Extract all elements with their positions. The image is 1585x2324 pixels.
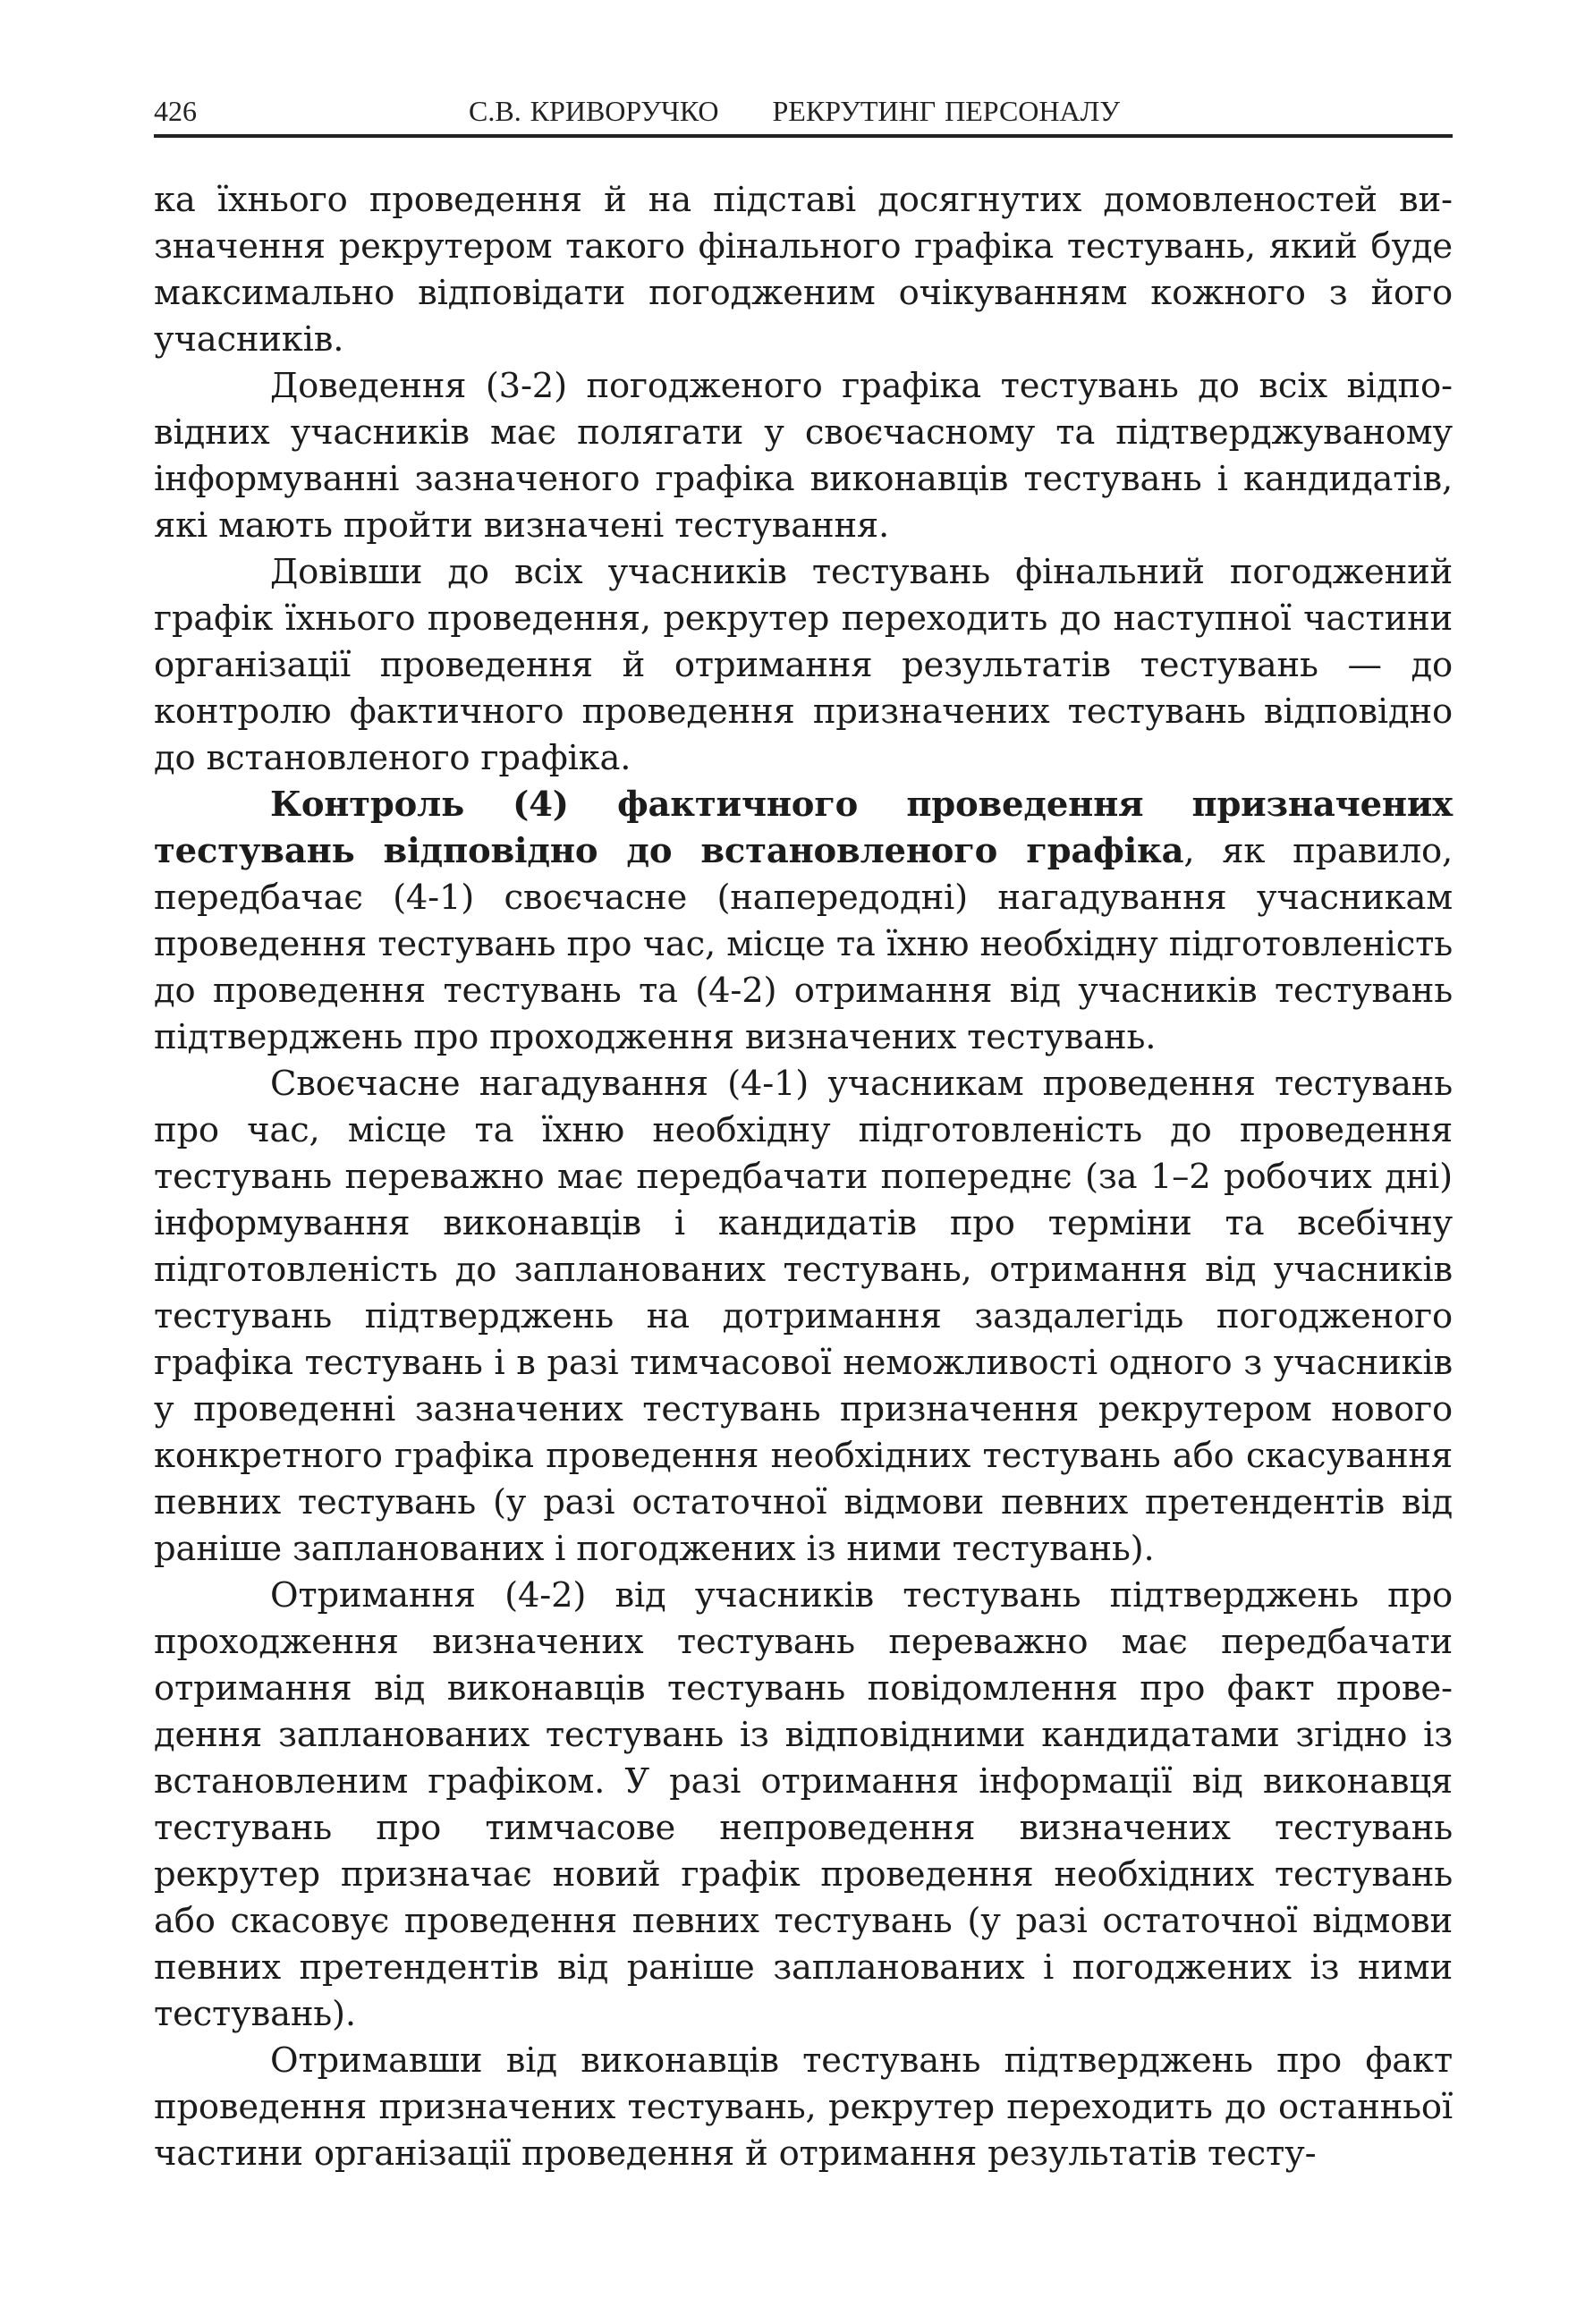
running-header	[154, 93, 1453, 138]
paragraph-3: Довівши до всіх учасників тестувань фінальний погоджений графік їхнього проведення, рекрутер переходить до наступної частини організації проведення й отримання результатів тестувань — до контролю фактичного проведення призначених тестувань відповідно до встановленого графіка.	[154, 552, 1453, 778]
page-number: 426	[154, 95, 197, 127]
paragraph-4	[154, 782, 1453, 1061]
body-text	[154, 177, 1453, 2177]
running-title	[469, 95, 1120, 128]
paragraph-6: Отримання (4-2) від учасників тестувань підтверджень про проходження визначених тестувань переважно має передбачати отримання від виконавців тестувань повідомлення про факт проведення запланованих тестувань із відповідними кандидатами згідно із встановленим графіком. У разі отримання інформації від виконавця тестувань про тимчасове непроведення визначених тестувань рекрутер призначає новий графік проведення необхідних тестувань або скасовує проведення певних тестувань (у разі остаточної відмови певних претендентів від раніше запланованих і погоджених із ними тестувань).	[154, 1575, 1453, 2034]
paragraph-7: Отримавши від виконавців тестувань підтверджень про факт проведення призначених тестувань, рекрутер переходить до останньої частини організації проведення й отримання результатів тесту-	[154, 2040, 1453, 2174]
bold-lead-phrase: Контроль (4) фактичного проведення призначених тестувань відповідно до встановленого графіка	[154, 785, 1453, 871]
running-author: С.В. КРИВОРУЧКО	[469, 95, 719, 127]
paragraph-5: Своєчасне нагадування (4-1) учасникам проведення тестувань про час, місце та їхню необхідну підготовленість до проведення тестувань переважно має передбачати попереднє (за 1–2 робочих дні) інформування виконавців і кандидатів про терміни та всебічну підготовленість до запланованих тестувань, отримання від учасників тестувань підтверджень на дотримання заздалегідь погодженого графіка тестувань і в разі тимчасової неможливості одного з учасників у проведенні зазначених тестувань призначення рекрутером нового конкретного графіка проведення необхідних тестувань або скасування певних тестувань (у разі остаточної відмови певних претендентів від раніше запланованих і погоджених із ними тестувань).	[154, 1064, 1453, 1569]
running-book-title: РЕКРУТИНГ ПЕРСОНАЛУ	[772, 95, 1120, 127]
paragraph-2: Доведення (3-2) погодженого графіка тестувань до всіх відповідних учасників має полягати у своєчасному та підтверджуваному інформуванні зазначеного графіка виконавців тестувань і кандидатів, які мають пройти визначені тестування.	[154, 366, 1453, 546]
paragraph-4-rest: , як правило, передбачає (4-1) своєчасне (напередодні) нагадування учасникам проведення тестувань про час, місце та їхню необхідну підготовленість до проведення тестувань та (4-2) отримання від учасників тестувань підтверджень про проходження визначених тестувань.	[154, 831, 1454, 1057]
paragraph-1: ка їхнього проведення й на підставі досягнутих домовленостей визначення рекрутером такого фінального графіка тестувань, який буде максимально відповідати погодженим очікуванням кожного з його учасників.	[154, 180, 1453, 360]
